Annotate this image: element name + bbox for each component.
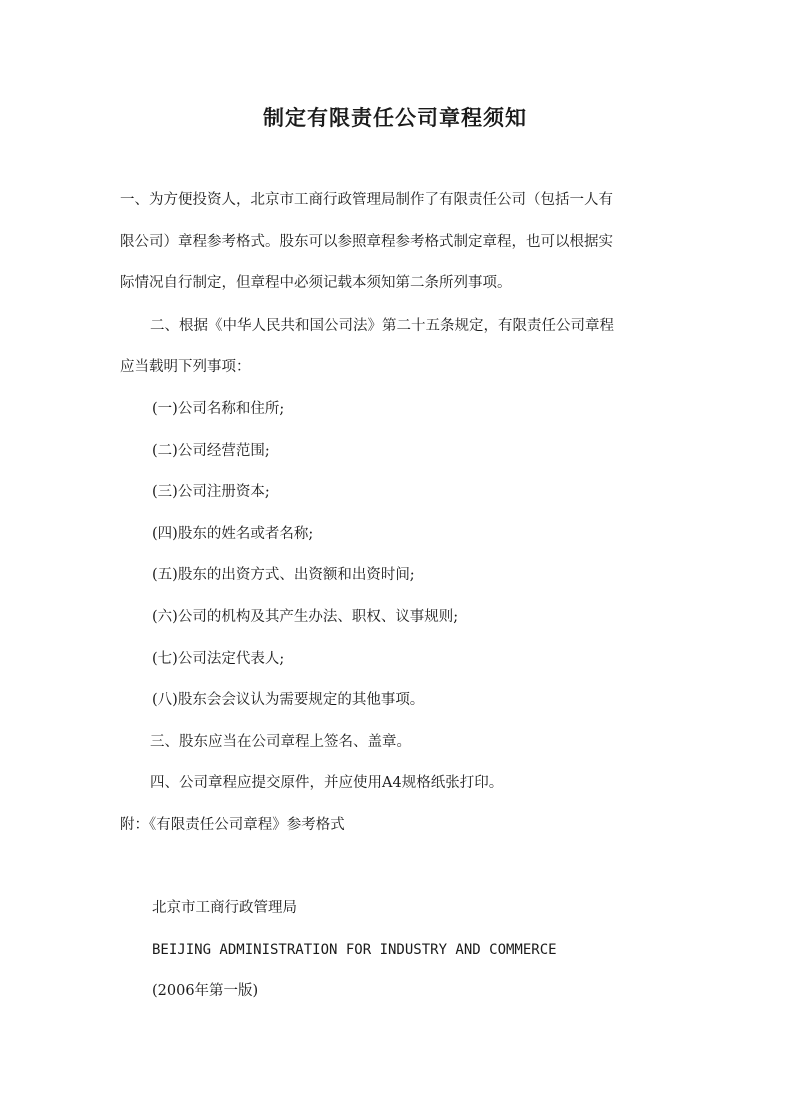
list-item: (五)股东的出资方式、出资额和出资时间; — [152, 567, 415, 583]
list-item: (三)公司注册资本; — [152, 484, 270, 500]
agency-name-en: BEIJING ADMINISTRATION FOR INDUSTRY AND COMMERCE — [152, 942, 557, 958]
list-item: (一)公司名称和住所; — [152, 401, 285, 417]
paragraph-4: 四、公司章程应提交原件，并应使用A4规格纸张打印。 — [150, 775, 504, 791]
paragraph-2-line-2: 应当载明下列事项： — [120, 359, 251, 375]
paragraph-3: 三、股东应当在公司章程上签名、盖章。 — [150, 734, 411, 750]
list-item: (八)股东会会议认为需要规定的其他事项。 — [152, 692, 425, 708]
agency-name-cn: 北京市工商行政管理局 — [152, 900, 297, 916]
list-item: (四)股东的姓名或者名称; — [152, 526, 314, 542]
paragraph-2-line-1: 二、根据《中华人民共和国公司法》第二十五条规定，有限责任公司章程 — [150, 318, 614, 334]
paragraph-1-line-2: 限公司）章程参考格式。股东可以参照章程参考格式制定章程，也可以根据实 — [120, 234, 613, 250]
list-item: (二)公司经营范围; — [152, 443, 270, 459]
paragraph-1-line-3: 际情况自行制定，但章程中必须记载本须知第二条所列事项。 — [120, 275, 512, 291]
list-item: (七)公司法定代表人; — [152, 651, 285, 667]
document-title: 制定有限责任公司章程须知 — [263, 105, 527, 130]
list-item: (六)公司的机构及其产生办法、职权、议事规则; — [152, 609, 459, 625]
edition-label: (2006年第一版) — [152, 983, 259, 999]
attachment-note: 附：《有限责任公司章程》参考格式 — [120, 817, 345, 833]
paragraph-1-line-1: 一、为方便投资人，北京市工商行政管理局制作了有限责任公司（包括一人有 — [120, 192, 613, 208]
